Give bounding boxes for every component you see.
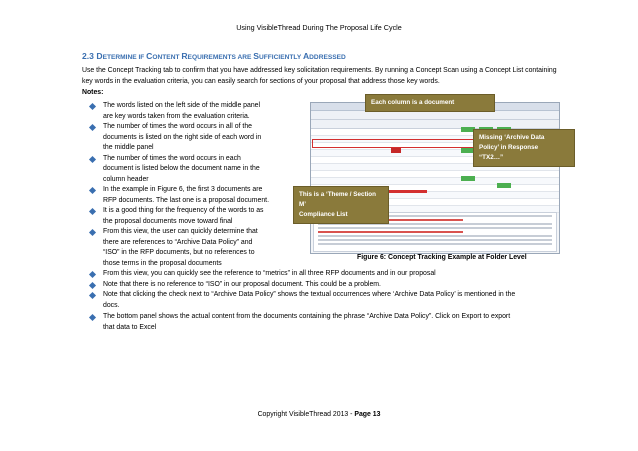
page-header: Using VisibleThread During The Proposal Life Cycle: [236, 23, 402, 32]
note-line: those terms in the proposal documents: [103, 259, 222, 267]
section-heading-part: S: [253, 51, 259, 61]
note-line: are key words taken from the evaluation criteria.: [103, 112, 250, 120]
note-item: [90, 227, 313, 269]
section-heading-part: A: [302, 51, 310, 61]
note-item: [90, 206, 313, 227]
note-line: The number of times the word occurs in all of the: [103, 123, 252, 130]
missing-cell-indicator: [391, 148, 401, 153]
section-heading: [96, 51, 345, 61]
section-heading-part: C: [146, 51, 153, 61]
diamond-bullet-icon: [89, 229, 96, 236]
note-item: [90, 122, 313, 154]
section-heading-part: D: [96, 51, 103, 61]
note-item: [90, 280, 573, 291]
section-heading-part: R: [181, 51, 188, 61]
figure-caption: Figure 6: Concept Tracking Example at Folder Level: [357, 254, 527, 261]
note-line: “ISO” in the RFP documents, but no references to: [103, 249, 255, 256]
note-line: there are references to “Archive Data Policy” and: [103, 238, 253, 246]
section-title: [82, 51, 346, 61]
note-item: [90, 101, 313, 122]
note-line: Note that there is no reference to “ISO” in our proposal document. This could be a problem.: [103, 280, 381, 288]
note-item: [90, 185, 313, 206]
note-line: column header: [103, 175, 149, 183]
diamond-bullet-icon: [89, 281, 96, 288]
footer-copyright: Copyright VisibleThread 2013 -: [257, 411, 355, 418]
section-number: 2.3: [82, 51, 94, 61]
diamond-bullet-icon: [89, 124, 96, 131]
intro-paragraph: Use the Concept Tracking tab to confirm that you have addressed key solicitation requirements. By running a Concept Scan using a Concept List containing key words in the evaluation criteria, you can easily search for sections of your proposal that address those key words.: [82, 67, 557, 85]
page-footer: [0, 411, 638, 418]
note-line: The bottom panel shows the actual content from the documents containing the phrase “Archive Data Policy”. Click on Export to export: [103, 313, 511, 320]
note-line: document is listed below the document name in the: [103, 165, 260, 172]
diamond-bullet-icon: [89, 292, 96, 299]
note-line: that data to Excel: [103, 323, 157, 331]
note-item: [90, 290, 573, 311]
note-line: documents is listed on the right side of each word in: [103, 133, 262, 141]
diamond-bullet-icon: [89, 103, 96, 110]
diamond-bullet-icon: [89, 155, 96, 162]
note-line: From this view, you can quickly see the reference to “metrics” in all three RFP documents and in our proposal: [103, 270, 436, 277]
callout-compliance-list: This is a ‘Theme / Section M’ Compliance List: [293, 186, 389, 224]
note-line: The words listed on the left side of the middle panel: [103, 102, 261, 109]
note-item: [90, 154, 313, 186]
note-line: In the example in Figure 6, the first 3 documents are: [103, 186, 263, 193]
section-heading-part: UFFICIENTLY: [258, 54, 303, 61]
diamond-bullet-icon: [89, 271, 96, 278]
note-item: [90, 269, 573, 280]
note-line: The number of times the word occurs in each: [103, 154, 241, 162]
grid-header: [311, 120, 559, 129]
concept-tracking-screenshot: [310, 102, 560, 254]
section-heading-part: DDRESSED: [309, 54, 346, 61]
section-heading-part: ETERMINE IF: [102, 54, 147, 61]
section-heading-part: EQUIREMENTS ARE: [187, 54, 254, 61]
note-line: the middle panel: [103, 144, 154, 151]
figure-6: [293, 94, 576, 254]
note-line: RFP documents. The last one is a proposal document.: [103, 196, 269, 204]
note-line: It is a good thing for the frequency of the words to as: [103, 207, 264, 214]
notes-label: Notes:: [82, 89, 104, 96]
note-item: [90, 312, 573, 333]
diamond-bullet-icon: [89, 208, 96, 215]
note-line: docs.: [103, 301, 120, 309]
callout-missing: Missing ‘Archive Data Policy’ in Response “TX2…”: [473, 129, 575, 167]
note-line: Note that clicking the check next to “Archive Data Policy” shows the textual occurrences where ‘Archive Data Policy’ is mentioned in the: [103, 291, 516, 298]
callout-columns: Each column is a document: [365, 94, 495, 112]
toolbar: [311, 111, 559, 120]
diamond-bullet-icon: [89, 314, 96, 321]
note-line: the proposal documents move toward final: [103, 217, 233, 225]
footer-page-number: Page 13: [354, 411, 381, 418]
diamond-bullet-icon: [89, 187, 96, 194]
note-line: From this view, the user can quickly determine that: [103, 228, 258, 235]
section-heading-part: ONTENT: [152, 54, 182, 61]
